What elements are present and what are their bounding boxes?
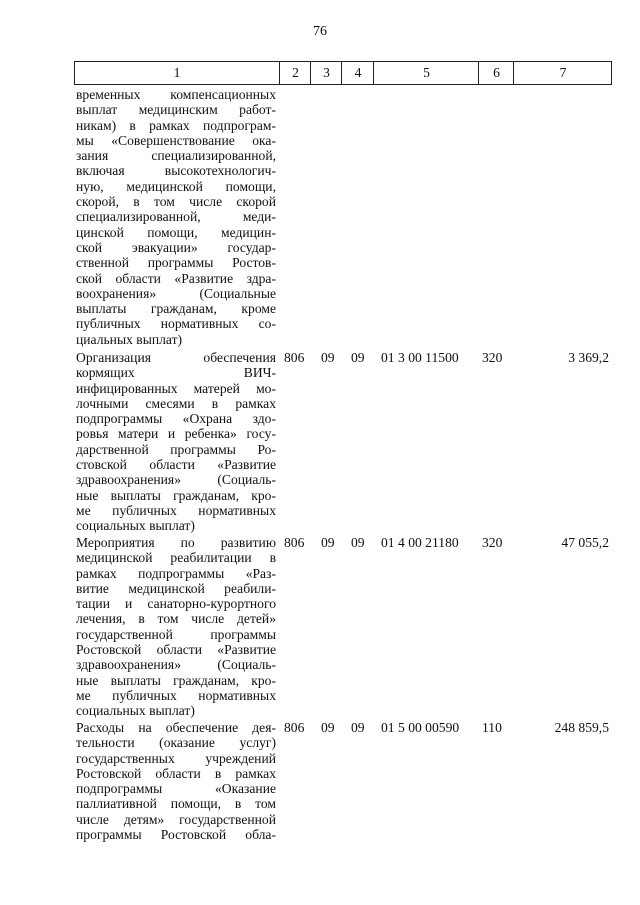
row-3-section-code: 09	[321, 720, 335, 735]
text-line: числе детям» государственной	[76, 811, 276, 827]
table-header	[74, 61, 612, 85]
header-col-3: 3	[310, 62, 342, 84]
row-3-amount: 248 859,5	[554, 720, 609, 735]
row-3-expense-type: 110	[482, 720, 502, 735]
text-line: специализированной, меди-	[76, 209, 276, 225]
text-line: мы «Совершенствование ока-	[76, 132, 276, 148]
text-line: ме публичных нормативных	[76, 502, 276, 518]
text-line: тации и санаторно-курортного	[76, 596, 276, 612]
text-line: программы Ростовской обла-	[76, 827, 276, 843]
text-line: дарственной программы Ро-	[76, 441, 276, 457]
row-1-amount: 3 369,2	[568, 350, 609, 365]
row-2-subsection-code: 09	[351, 535, 365, 550]
text-line: Организация обеспечения	[76, 350, 276, 365]
text-line: витие медицинской реабили-	[76, 580, 276, 596]
text-line: Ростовской области «Развитие	[76, 642, 276, 658]
text-line: ровья матери и ребенка» госу-	[76, 426, 276, 442]
row-2-description	[76, 535, 276, 719]
header-col-4: 4	[341, 62, 374, 84]
row-0-description	[76, 87, 276, 347]
row-2-section-code: 09	[321, 535, 335, 550]
text-line: скорой, в том числе скорой	[76, 194, 276, 210]
text-line: лечения, в том числе детей»	[76, 611, 276, 627]
row-3-target-article: 01 5 00 00590	[381, 720, 460, 735]
text-line: циальных выплат)	[76, 331, 183, 347]
text-line: ную, медицинской помощи,	[76, 178, 276, 194]
row-1-target-article: 01 3 00 11500	[381, 350, 459, 365]
row-1-expense-type: 320	[482, 350, 503, 365]
text-line: медицинской реабилитации в	[76, 550, 276, 566]
text-line: публичных нормативных со-	[76, 316, 276, 332]
header-col-2: 2	[279, 62, 311, 84]
text-line: здравоохранения» (Социаль-	[76, 472, 276, 488]
text-line: Ростовской области в рамках	[76, 765, 276, 781]
text-line: государственных учреждений	[76, 750, 276, 766]
text-line: ской области «Развитие здра-	[76, 270, 276, 286]
row-1-subsection-code: 09	[351, 350, 365, 365]
text-line: цинской помощи, медицин-	[76, 224, 276, 240]
text-line: рамках подпрограммы «Раз-	[76, 565, 276, 581]
text-line: ме публичных нормативных	[76, 687, 276, 703]
text-line: здравоохранения» (Социаль-	[76, 657, 276, 673]
text-line: стовской области «Развитие	[76, 457, 276, 473]
row-2-ministry-code: 806	[284, 535, 305, 550]
row-1-ministry-code: 806	[284, 350, 305, 365]
text-line: кормящих ВИЧ-	[76, 365, 276, 381]
text-line: социальных выплат)	[76, 518, 195, 534]
row-2-target-article: 01 4 00 21180	[381, 535, 459, 550]
row-3-ministry-code: 806	[284, 720, 305, 735]
text-line: зания специализированной,	[76, 148, 276, 164]
row-1-description	[76, 350, 276, 534]
header-col-1: 1	[173, 65, 181, 80]
text-line: временных компенсационных	[76, 87, 276, 102]
text-line: включая высокотехнологич-	[76, 163, 276, 179]
text-line: подпрограммы «Оказание	[76, 781, 276, 797]
header-col-6: 6	[478, 62, 514, 84]
text-line: воохранения» (Социальные	[76, 285, 276, 301]
row-2-expense-type: 320	[482, 535, 503, 550]
text-line: социальных выплат)	[76, 703, 195, 719]
text-line: ные выплаты гражданам, кро-	[76, 487, 276, 503]
header-col-7: 7	[513, 62, 612, 84]
text-line: Расходы на обеспечение дея-	[76, 720, 276, 735]
text-line: ные выплаты гражданам, кро-	[76, 672, 276, 688]
text-line: выплат медицинским работ-	[76, 102, 276, 118]
row-3-subsection-code: 09	[351, 720, 365, 735]
text-line: выплаты гражданам, кроме	[76, 301, 276, 317]
row-1-section-code: 09	[321, 350, 335, 365]
text-line: тельности (оказание услуг)	[76, 735, 276, 751]
row-2-amount: 47 055,2	[561, 535, 609, 550]
text-line: лочными смесями в рамках	[76, 395, 276, 411]
page-number: 76	[313, 24, 327, 39]
text-line: подпрограммы «Охрана здо-	[76, 411, 276, 427]
row-3-description	[76, 720, 276, 842]
text-line: ственной программы Ростов-	[76, 255, 276, 271]
text-line: государственной программы	[76, 626, 276, 642]
text-line: инфицированных матерей мо-	[76, 380, 276, 396]
text-line: Мероприятия по развитию	[76, 535, 276, 550]
text-line: ской эвакуации» государ-	[76, 239, 276, 255]
text-line: никам) в рамках подпрограм-	[76, 117, 276, 133]
text-line: паллиативной помощи, в том	[76, 796, 276, 812]
header-col-5: 5	[373, 62, 479, 84]
